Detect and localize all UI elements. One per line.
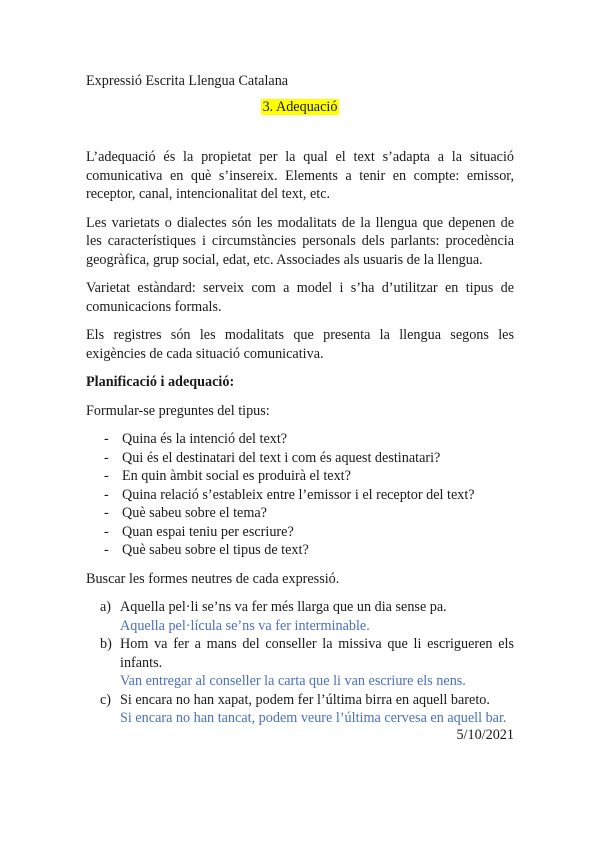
document-header: Expressió Escrita Llengua Catalana [86,73,289,89]
list-item: - Quan espai teniu per escriure? [104,523,294,540]
list-item: - Qui és el destinatari del text i com és aquest destinatari? [104,449,441,466]
list-item: - Quina relació s’estableix entre l’emissor i el receptor del text? [104,486,475,503]
exercise-item-c: c) Si encara no han xapat, podem fer l’última birra en aquell bareto. Si encara no han tancat, podem veure l’última cervesa en aquell bar. [86,691,514,728]
questions-list [86,430,514,560]
exercise-sentence: Si encara no han xapat, podem fer l’última birra en aquell bareto. [120,691,490,708]
exercise-answer: Si encara no han tancat, podem veure l’última cervesa en aquell bar. [120,710,507,726]
exercise-list [86,598,514,728]
exercise-item-a: a) Aquella pel·li se’ns va fer més llarga que un dia sense pa. Aquella pel·lícula se’ns va fer interminable. [86,598,514,635]
exercise-answer: Van entregar al conseller la carta que li van escriure els nens. [120,673,466,689]
document-date: 5/10/2021 [456,727,514,743]
list-item: - Què sabeu sobre el tipus de text? [104,542,309,558]
paragraph-adequacy: L’adequació és la propietat per la qual el text s’adapta a la situació comunicativa en què s’insereix. Elements a tenir en compte: emissor, receptor, canal, intencionalitat del text, etc. [86,149,514,202]
exercise-instruction: Buscar les formes neutres de cada expressió. [86,570,340,587]
planning-heading: Planificació i adequació: [86,374,235,390]
title-container [0,98,600,117]
list-item: - En quin àmbit social es produirà el text? [104,468,351,484]
document-body [86,148,514,728]
exercise-sentence: Aquella pel·li se’ns va fer més llarga que un dia sense pa. [120,599,447,615]
exercise-sentence: Hom va fer a mans del conseller la missiva que li escrigueren els infants. [120,636,514,671]
section-title: 3. Adequació [262,99,338,115]
planning-intro: Formular-se preguntes del tipus: [86,402,270,419]
paragraph-varieties: Les varietats o dialectes són les modalitats de la llengua que depenen de les característiques i circumstàncies personals dels parlants: procedència geogràfica, grup social, edat, etc. Associades als usuaris de la llengua. [86,214,514,268]
list-item: - Què sabeu sobre el tema? [104,505,267,521]
exercise-answer: Aquella pel·lícula se’ns va fer interminable. [120,617,370,634]
paragraph-registers: Els registres són les modalitats que presenta la llengua segons les exigències de cada situació comunicativa. [86,327,514,362]
list-item: - Quina és la intenció del text? [104,431,288,447]
exercise-item-b: b) Hom va fer a mans del conseller la missiva que li escrigueren els infants. Van entregar al conseller la carta que li van escriure els nens. [100,636,514,689]
paragraph-standard-variety: Varietat estàndard: serveix com a model i s’ha d’utilitzar en tipus de comunicacions formals. [86,280,514,315]
